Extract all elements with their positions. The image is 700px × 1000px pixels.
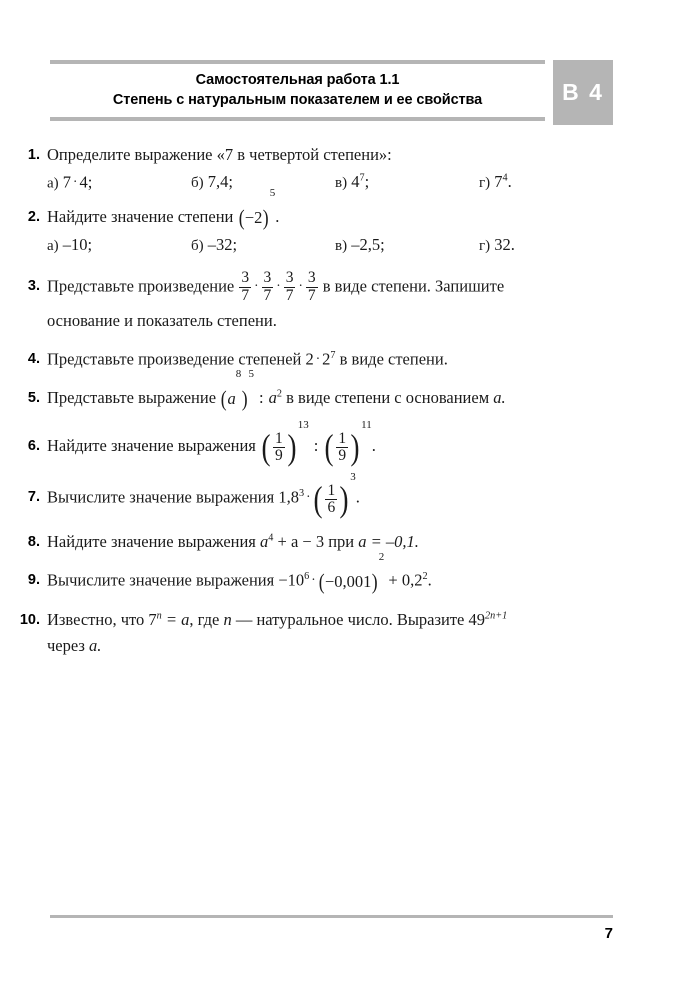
term-three: 0,2 (401, 570, 423, 590)
divisor-base: a (268, 387, 277, 407)
variable-n: n (223, 609, 232, 629)
variant-badge-label: В 4 (562, 79, 604, 105)
option-label: б) (191, 175, 204, 191)
header-row (50, 64, 613, 117)
fraction-denominator: 9 (338, 447, 347, 465)
power-base: a (227, 389, 236, 408)
fraction-denominator: 7 (263, 286, 272, 304)
task-item (0, 550, 700, 595)
option-value: 32. (494, 234, 515, 254)
task-prompt-text: через (47, 635, 85, 655)
task-number: 5. (27, 389, 40, 406)
task-item (0, 346, 700, 373)
task-prompt: Представьте произведение $\frac{3}{7}$ · $\frac{3}{7}$ · $\frac{3}{7}$ · $\frac{3}{7}$ в виде степени. Запишите (47, 269, 505, 304)
term-one: −10 (278, 570, 305, 590)
paren-close: ) (263, 205, 269, 231)
fraction-denominator: 9 (275, 447, 283, 465)
option-value: –10; (62, 234, 93, 254)
task-prompt-text: Вычислите значение выражения (47, 570, 275, 590)
option-a (47, 232, 191, 259)
option-label: г) (479, 175, 491, 191)
task-number: 9. (27, 572, 40, 589)
through-variable: a. (89, 635, 102, 655)
header-bottom-rule (50, 117, 545, 121)
task-item (0, 269, 700, 338)
expression-rest: + a − 3 (277, 532, 325, 552)
task-number: 1. (27, 147, 40, 163)
page-header (50, 60, 613, 121)
at-value: a = –0,1. (358, 532, 419, 552)
result-base: 49 (468, 609, 485, 629)
task-prompt: Вычислите значение выражения $1,8^3$ ·( $\frac{1}{6}$ )$^3$. (47, 471, 360, 519)
page-footer (50, 915, 613, 942)
task-body (47, 186, 700, 259)
task-options (47, 169, 660, 197)
option-value: –32; (207, 234, 238, 254)
task-prompt: Найдите значение степени $(-2)^5$. (47, 186, 280, 231)
task-body (47, 550, 700, 595)
task-prompt-line2: основание и показатель степени. (47, 311, 277, 331)
paren-close: ) (350, 426, 360, 467)
paren-close: ) (372, 569, 379, 595)
option-label: а) (47, 175, 59, 192)
option-a: а) 7 · 4; (47, 172, 93, 192)
task-prompt: Определите выражение «7 в четвертой степени»: (47, 145, 392, 164)
option-d: г) $7^4$. (479, 172, 512, 191)
expression-factor1: 2 (305, 349, 314, 369)
task-item (0, 607, 700, 659)
fraction-denominator: 7 (241, 286, 250, 304)
outer-exponent: 5 (248, 368, 255, 380)
task-prompt-text: Известно, что (47, 609, 145, 629)
worksheet-subtitle: Степень с натуральным показателем и ее свойства (112, 92, 483, 108)
paren-open: ( (313, 478, 323, 519)
decimal-exponent: 3 (298, 488, 305, 500)
power-expression (220, 368, 255, 412)
power-expression (312, 471, 356, 519)
result-exponent: 2n+1 (485, 610, 508, 622)
paren-open: ( (324, 426, 334, 467)
divisor-exponent: 2 (276, 388, 282, 400)
task-item (0, 368, 700, 412)
power-exponent: 11 (361, 419, 372, 432)
task-item (0, 419, 700, 467)
fraction-numerator: 3 (241, 269, 250, 287)
task-prompt (47, 368, 660, 412)
division-operator: : (313, 436, 319, 455)
term-one-exponent: 6 (304, 571, 310, 583)
task-number: 8. (27, 534, 40, 551)
task-number: 4. (27, 351, 40, 368)
task-prompt-text-mid2: — натуральное число. Выразите (235, 609, 465, 629)
task-body (47, 142, 700, 197)
task-number: 2. (27, 208, 40, 225)
task-number: 10. (19, 611, 40, 628)
paren-close: ) (339, 478, 349, 519)
task-prompt-text: Найдите значение выражения (47, 532, 256, 552)
task-body (47, 529, 700, 555)
task-body (47, 419, 700, 467)
power-expression (260, 419, 309, 467)
expression-factor2: 2 (322, 349, 331, 369)
fraction (306, 270, 318, 303)
worksheet-title: Самостоятельная работа 1.1 (195, 72, 400, 88)
decimal-base: 1,8 (278, 487, 299, 507)
fraction (273, 431, 285, 464)
task-prompt: Представьте произведение степеней $2 \cdot 2^7$ в виде степени. (47, 349, 448, 369)
condition-equality: = a (165, 609, 190, 629)
paren-close: ) (287, 426, 297, 467)
term-three-exponent: 2 (422, 571, 428, 583)
fraction (325, 483, 337, 516)
paren-open: ( (261, 426, 271, 467)
fraction (239, 270, 251, 303)
task-number: 6. (27, 438, 40, 454)
task-prompt-text: Найдите значение выражения (47, 436, 256, 455)
task-prompt-text: Найдите значение степени (47, 206, 234, 226)
fraction (284, 270, 296, 303)
task-list (0, 142, 700, 666)
power-exponent: 13 (297, 419, 309, 432)
term-two: −0,001 (325, 571, 372, 591)
task-item (0, 529, 700, 555)
option-label: б) (191, 237, 204, 254)
paren-open: ( (238, 205, 245, 231)
variant-badge (553, 60, 613, 125)
period: . (355, 487, 360, 507)
task-body (47, 269, 700, 338)
base-variable: a. (493, 387, 506, 407)
power-expression (238, 186, 276, 231)
power-expression (323, 419, 372, 467)
fraction-numerator: 1 (327, 482, 336, 500)
task-body (47, 471, 700, 519)
fraction (262, 270, 274, 303)
header-title-box (50, 64, 545, 117)
task-item (0, 471, 700, 519)
power-exponent: 3 (350, 471, 356, 484)
task-prompt: Вычислите значение выражения $-10^6 \cdot (-0,001)^2 + 0,2^2$. (47, 550, 432, 595)
condition-exponent: n (156, 610, 162, 622)
power-base: −2 (244, 207, 263, 227)
fraction (336, 431, 348, 464)
option-b: б) 7,4; (191, 172, 233, 191)
option-c (335, 232, 479, 259)
task-prompt-text-post: в виде степени. (339, 349, 448, 369)
option-b (191, 232, 335, 259)
task-number: 3. (27, 277, 40, 294)
expression-exponent: 7 (330, 350, 336, 362)
inner-exponent: 8 (235, 368, 242, 380)
option-label: в) (335, 237, 348, 254)
fraction-numerator: 3 (263, 269, 272, 287)
option-label: а) (47, 237, 59, 254)
variable-exponent: 4 (268, 532, 274, 544)
task-item (0, 186, 700, 259)
option-label: в) (335, 175, 348, 191)
paren-open: ( (220, 386, 227, 412)
task-prompt-text-mid: , где (189, 609, 220, 629)
task-body (47, 368, 700, 412)
task-number: 7. (27, 489, 40, 506)
task-prompt-text: Представьте произведение (47, 276, 235, 296)
footer-rule (50, 915, 613, 918)
term-two-exponent: 2 (378, 550, 385, 563)
period: . (427, 570, 432, 590)
task-prompt-line2 (47, 633, 660, 659)
task-options (47, 232, 660, 259)
task-prompt (47, 419, 660, 467)
option-label: г) (479, 237, 491, 254)
condition-base: 7 (148, 609, 157, 629)
task-prompt-text-post: в виде степени с основанием (286, 387, 490, 407)
power-exponent: 5 (269, 186, 276, 199)
division-operator: : (259, 387, 264, 407)
fraction-denominator: 7 (307, 286, 316, 304)
paren-open: ( (318, 569, 325, 595)
task-prompt-text: Вычислите значение выражения (47, 487, 275, 507)
fraction-denominator: 6 (327, 499, 336, 517)
fraction-numerator: 3 (307, 269, 316, 287)
fraction-numerator: 1 (275, 430, 283, 448)
option-value: –2,5; (351, 234, 385, 254)
task-body (47, 607, 700, 659)
paren-close: ) (241, 386, 248, 412)
task-prompt-text: Представьте произведение степеней (47, 349, 302, 369)
power-expression (318, 550, 385, 595)
task-prompt (47, 607, 660, 633)
fraction-numerator: 1 (338, 430, 347, 448)
at-label: при (328, 532, 355, 552)
task-prompt-text-mid: в виде степени. Запишите (322, 276, 505, 296)
option-c: в) $4^7$; (335, 172, 370, 191)
variable: a (260, 532, 269, 552)
task-prompt (47, 529, 660, 555)
task-body (47, 346, 700, 373)
fraction-numerator: 3 (285, 269, 294, 287)
period: . (371, 436, 376, 455)
option-d (479, 232, 623, 259)
task-prompt-text: Представьте выражение (47, 387, 217, 407)
page-number: 7 (604, 925, 613, 942)
task-item (0, 142, 700, 197)
fraction-denominator: 7 (285, 286, 294, 304)
